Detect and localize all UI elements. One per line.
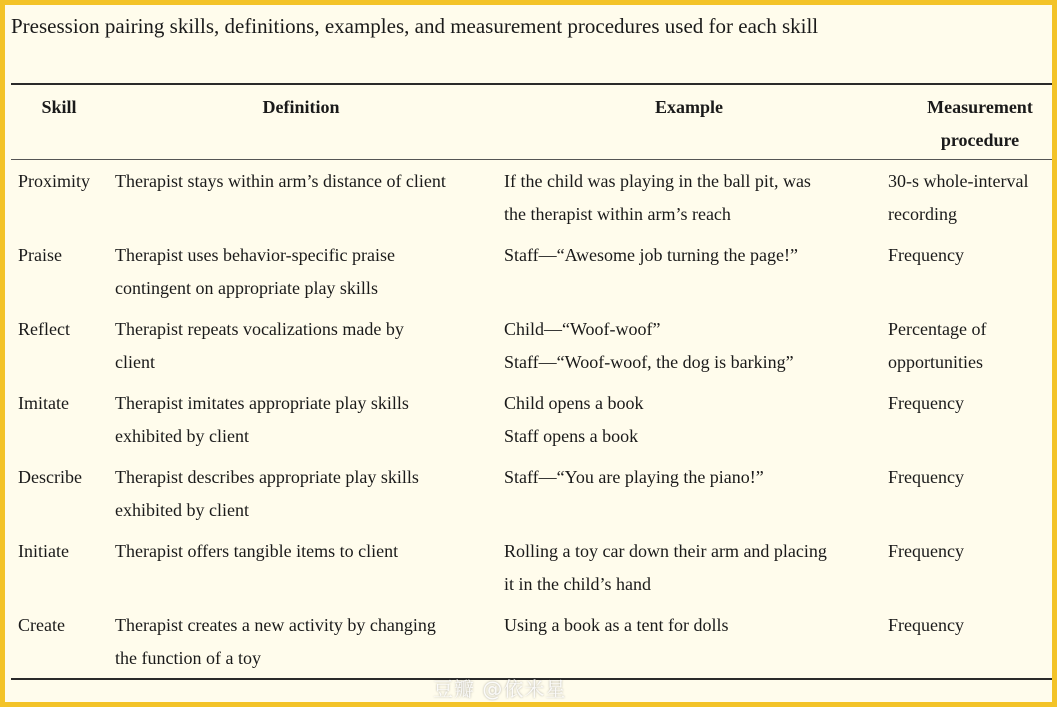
header-skill: Skill (41, 97, 77, 117)
cell-definition-line: exhibited by client (115, 500, 249, 520)
cell-skill: Describe (18, 467, 82, 487)
cell-measurement-line: Frequency (888, 467, 964, 487)
cell-definition-line: Therapist offers tangible items to client (115, 541, 399, 561)
cell-definition-line: exhibited by client (115, 426, 249, 446)
table-frame (5, 5, 1052, 702)
cell-example (504, 387, 644, 453)
cell-measurement (888, 239, 964, 272)
cell-definition-line: client (115, 352, 155, 372)
cell-example-line: Using a book as a tent for dolls (504, 615, 729, 635)
cell-measurement (888, 535, 964, 568)
cell-measurement-line: Percentage of (888, 319, 987, 339)
cell-example (504, 461, 764, 494)
cell-example-line: it in the child’s hand (504, 574, 651, 594)
cell-measurement-line: Frequency (888, 245, 964, 265)
cell-definition (115, 609, 436, 675)
cell-example-line: Staff—“Awesome job turning the page!” (504, 245, 798, 265)
cell-definition-line: Therapist repeats vocalizations made by (115, 319, 404, 339)
cell-definition (115, 165, 446, 198)
cell-definition (115, 239, 395, 305)
header-rule (11, 159, 1052, 160)
header-measurement-line1: Measurement (927, 97, 1033, 117)
cell-example-line: If the child was playing in the ball pit, was (504, 171, 811, 191)
cell-skill: Initiate (18, 541, 69, 561)
cell-measurement (888, 387, 964, 420)
cell-definition-line: Therapist creates a new activity by changing (115, 615, 436, 635)
cell-measurement-line: Frequency (888, 393, 964, 413)
cell-skill: Create (18, 615, 65, 635)
cell-skill: Praise (18, 245, 62, 265)
table-title: Presession pairing skills, definitions, examples, and measurement procedures used for each skill (11, 14, 819, 38)
cell-measurement (888, 165, 1028, 231)
cell-example (504, 609, 728, 642)
cell-measurement (888, 609, 964, 642)
cell-example-line: Staff—“You are playing the piano!” (504, 467, 764, 487)
cell-definition-line: contingent on appropriate play skills (115, 278, 378, 298)
header-measurement-line2: procedure (940, 130, 1020, 150)
cell-definition (115, 313, 404, 379)
cell-definition-line: Therapist stays within arm’s distance of client (115, 171, 446, 191)
header-measurement (910, 91, 1050, 157)
cell-measurement-line: opportunities (888, 352, 983, 372)
cell-example-line: Child opens a book (504, 393, 644, 413)
cell-skill: Proximity (18, 171, 91, 191)
cell-example (504, 165, 811, 231)
header-example: Example (654, 97, 723, 117)
cell-example-line: Rolling a toy car down their arm and placing (504, 541, 827, 561)
top-rule (11, 83, 1052, 85)
cell-definition-line: the function of a toy (115, 648, 261, 668)
cell-definition (115, 461, 419, 527)
cell-example-line: Staff opens a book (504, 426, 639, 446)
cell-example-line: the therapist within arm’s reach (504, 204, 731, 224)
cell-definition (115, 387, 409, 453)
cell-measurement-line: Frequency (888, 615, 964, 635)
watermark: 豆瓣 @依米星 (433, 677, 567, 701)
cell-definition-line: Therapist imitates appropriate play skills (115, 393, 409, 413)
cell-definition-line: Therapist uses behavior-specific praise (115, 245, 396, 265)
cell-measurement (888, 313, 986, 379)
cell-example (504, 239, 798, 272)
cell-definition-line: Therapist describes appropriate play skills (115, 467, 419, 487)
cell-measurement-line: Frequency (888, 541, 964, 561)
cell-skill: Reflect (18, 319, 70, 339)
cell-example (504, 535, 827, 601)
cell-measurement (888, 461, 964, 494)
cell-example-line: Child—“Woof-woof” (504, 319, 661, 339)
cell-measurement-line: 30-s whole-interval (888, 171, 1029, 191)
cell-example (504, 313, 794, 379)
cell-skill: Imitate (18, 393, 69, 413)
cell-definition (115, 535, 398, 568)
cell-measurement-line: recording (888, 204, 957, 224)
header-definition: Definition (262, 97, 340, 117)
cell-example-line: Staff—“Woof-woof, the dog is barking” (504, 352, 794, 372)
